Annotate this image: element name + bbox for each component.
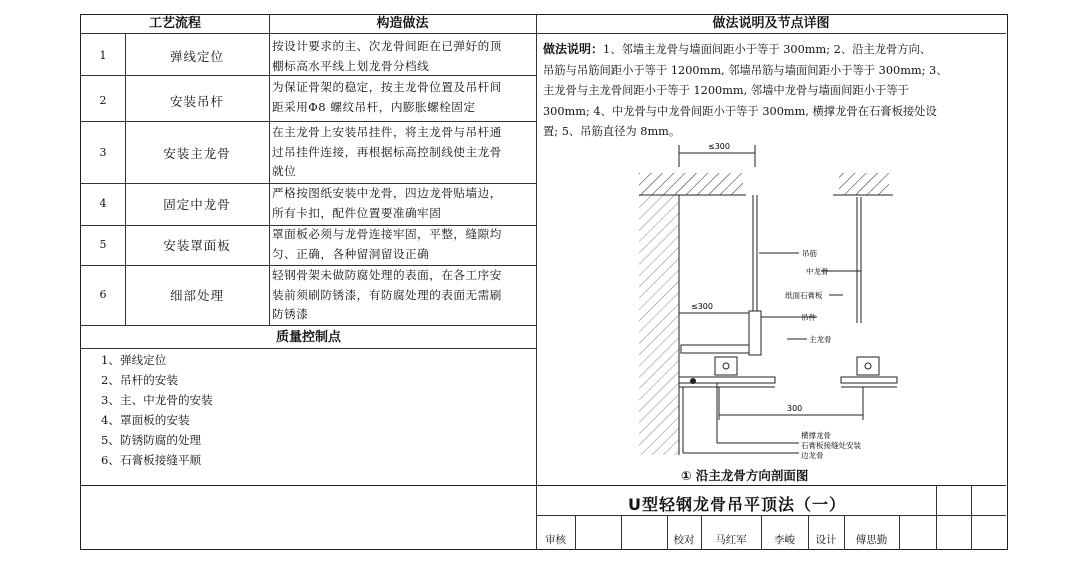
checker2-name: 李峻 xyxy=(774,534,795,546)
row-number: 4 xyxy=(99,197,107,210)
row-step: 安装吊杆 xyxy=(169,94,224,109)
ceiling-slab xyxy=(839,173,889,195)
method-line: 所有卡扣，配件位置要准确牢固 xyxy=(272,205,442,220)
method-line: 棚标高水平线上划龙骨分档线 xyxy=(272,58,430,73)
explanation-line: 置; 5、吊筋直径为 8mm。 xyxy=(543,125,681,139)
title-block-rule xyxy=(81,485,1006,486)
quality-title: 质量控制点 xyxy=(275,330,341,345)
method-line: 防锈漆 xyxy=(272,307,309,321)
label-edge-keel: 边龙骨 xyxy=(801,451,824,460)
title-block-divider xyxy=(971,485,972,549)
header-explanation: 做法说明及节点详图 xyxy=(712,16,830,31)
label-hanger: 吊件 xyxy=(801,313,816,322)
quality-item: 2、吊杆的安装 xyxy=(101,373,178,387)
gypsum-board xyxy=(841,377,897,383)
method-line: 罩面板必须与龙骨连接牢固，平整，缝隙均 xyxy=(272,227,502,241)
row-number: 1 xyxy=(99,49,107,62)
col-divider-step xyxy=(269,15,270,325)
row-rule xyxy=(81,121,536,122)
drawing-title: U型轻钢龙骨吊平顶法（一） xyxy=(628,495,846,514)
quality-item: 1、弹线定位 xyxy=(101,353,167,367)
quality-item: 5、防锈防腐的处理 xyxy=(101,433,202,447)
title-block-divider xyxy=(575,515,576,549)
wall xyxy=(639,195,679,455)
title-block-divider xyxy=(936,485,937,549)
method-line: 匀、正确，各种留洞留设正确 xyxy=(272,246,430,261)
check-label: 校对 xyxy=(673,534,695,546)
explanation-label: 做法说明： xyxy=(543,42,604,56)
header-rule xyxy=(81,33,1006,34)
dim-bottom: 300 xyxy=(787,404,803,413)
label-cross-keel: 横撑龙骨 xyxy=(801,431,831,440)
row-step: 弹线定位 xyxy=(169,49,224,64)
method-line: 为保证骨架的稳定，按主龙骨位置及吊杆间 xyxy=(272,80,502,94)
quality-list xyxy=(101,350,213,470)
row-rule xyxy=(81,325,536,326)
design-label: 设计 xyxy=(815,534,837,546)
checker-name: 马红军 xyxy=(715,534,747,546)
row-method xyxy=(272,78,534,117)
label-gypsum-board: 纸面石膏板 xyxy=(785,291,823,300)
col-divider-no xyxy=(125,33,126,325)
row-method xyxy=(272,266,534,325)
row-number: 6 xyxy=(99,288,107,301)
row-number: 2 xyxy=(99,94,107,107)
quality-item: 3、主、中龙骨的安装 xyxy=(101,393,213,407)
row-method xyxy=(272,37,534,76)
header-method: 构造做法 xyxy=(376,16,429,31)
title-block-divider xyxy=(621,515,622,549)
row-method xyxy=(272,184,534,223)
dim-top: ≤300 xyxy=(708,142,730,151)
explanation-line: 吊筋与吊筋间距小于等于 1200mm, 邻墙吊筋与墙面间距小于等于 300mm; 3、 xyxy=(543,63,948,77)
designer-name: 傅思勤 xyxy=(855,534,888,546)
explanation-line: 1、邻墙主龙骨与墙面间距小于等于 300mm; 2、沿主龙骨方向、 xyxy=(603,43,932,56)
method-line: 严格按图纸安装中龙骨，四边龙骨贴墙边， xyxy=(272,186,502,200)
dim-mid: ≤300 xyxy=(691,302,713,311)
row-step: 细部处理 xyxy=(169,288,224,303)
drawing-sheet xyxy=(80,14,1008,550)
row-number: 3 xyxy=(99,146,107,159)
explanation-text xyxy=(543,39,1005,143)
quality-item: 6、石膏板接缝平顺 xyxy=(101,453,202,467)
method-line: 距采用Φ8 螺纹吊杆，内膨胀螺栓固定 xyxy=(272,99,476,114)
row-method xyxy=(272,225,534,264)
row-rule xyxy=(81,348,536,349)
row-step: 安装罩面板 xyxy=(163,238,231,253)
method-line: 轻钢骨架未做防腐处理的表面，在各工序安 xyxy=(272,268,502,282)
center-divider xyxy=(536,15,537,485)
row-step: 固定中龙骨 xyxy=(163,197,231,212)
title-block-divider xyxy=(899,515,900,549)
method-line: 装前须刷防锈漆，有防腐处理的表面无需刷 xyxy=(272,287,502,302)
header-process: 工艺流程 xyxy=(148,16,201,31)
method-line: 就位 xyxy=(272,164,297,178)
method-line: 按设计要求的主、次龙骨间距在已弹好的顶 xyxy=(272,39,502,53)
label-cross-keel-note: 石膏板接缝处安装 xyxy=(801,441,861,450)
label-hanger-rod: 吊筋 xyxy=(802,249,817,258)
row-method xyxy=(272,123,534,182)
ceiling-slab xyxy=(639,173,743,195)
label-main-keel: 主龙骨 xyxy=(809,335,832,344)
quality-item: 4、罩面板的安装 xyxy=(101,413,190,427)
label-mid-keel: 中龙骨 xyxy=(806,267,829,276)
section-drawing xyxy=(621,135,921,460)
row-step: 安装主龙骨 xyxy=(163,146,231,161)
method-line: 在主龙骨上安装吊挂件，将主龙骨与吊杆通 xyxy=(272,125,502,139)
explanation-line: 主龙骨与主龙骨间距小于等于 1200mm, 邻墙中龙骨与墙面间距小于等于 xyxy=(543,84,909,98)
drawing-caption: ① 沿主龙骨方向剖面图 xyxy=(681,468,809,483)
hanger-clip xyxy=(749,311,761,355)
review-label: 审核 xyxy=(545,534,566,546)
method-line: 过吊挂件连接，再根据标高控制线使主龙骨 xyxy=(272,144,502,159)
row-number: 5 xyxy=(99,238,107,251)
explanation-line: 300mm; 4、中龙骨与中龙骨间距小于等于 300mm, 横撑龙骨在石膏板接处设 xyxy=(543,104,937,118)
